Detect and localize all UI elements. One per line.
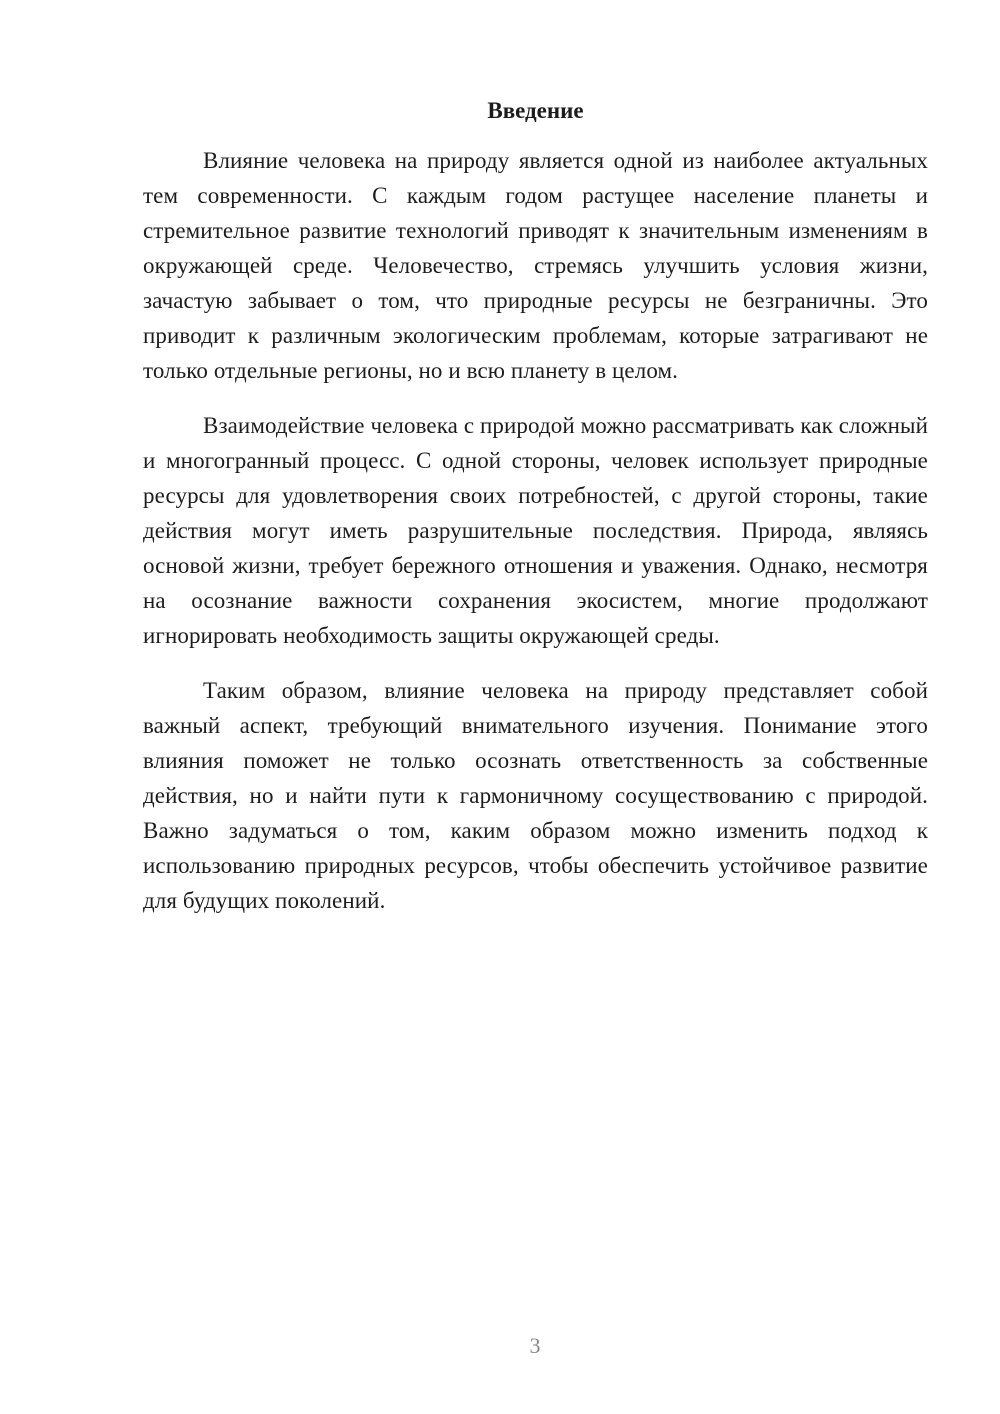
paragraph-3: Таким образом, влияние человека на природу представляет собой важный аспект, требующий внимательного изучения. Понимание этого влияния поможет не только осознать ответственность за собственные действия, но и найти пути к гармоничному сосуществованию с природой. Важно задуматься о том, каким образом можно изменить подход к использованию природных ресурсов, чтобы обеспечить устойчивое развитие для будущих поколений.	[143, 678, 928, 913]
paragraph-2: Взаимодействие человека с природой можно рассматривать как сложный и многогранный процесс. С одной стороны, человек использует природные ресурсы для удовлетворения своих потребностей, с другой стороны, такие действия могут иметь разрушительные последствия. Природа, являясь основой жизни, требует бережного отношения и уважения. Однако, несмотря на осознание важности сохранения экосистем, многие продолжают игнорировать необходимость защиты окружающей среды.	[143, 413, 928, 648]
body-text	[143, 143, 928, 938]
paragraph-1: Влияние человека на природу является одной из наиболее актуальных тем современности. С каждым годом растущее население планеты и стремительное развитие технологий приводят к значительным изменениям в окружающей среде. Человечество, стремясь улучшить условия жизни, зачастую забывает о том, что природные ресурсы не безграничны. Это приводит к различным экологическим проблемам, которые затрагивают не только отдельные регионы, но и всю планету в целом.	[143, 148, 928, 383]
page-number: 3	[529, 1333, 541, 1358]
section-heading: Введение	[487, 98, 584, 123]
